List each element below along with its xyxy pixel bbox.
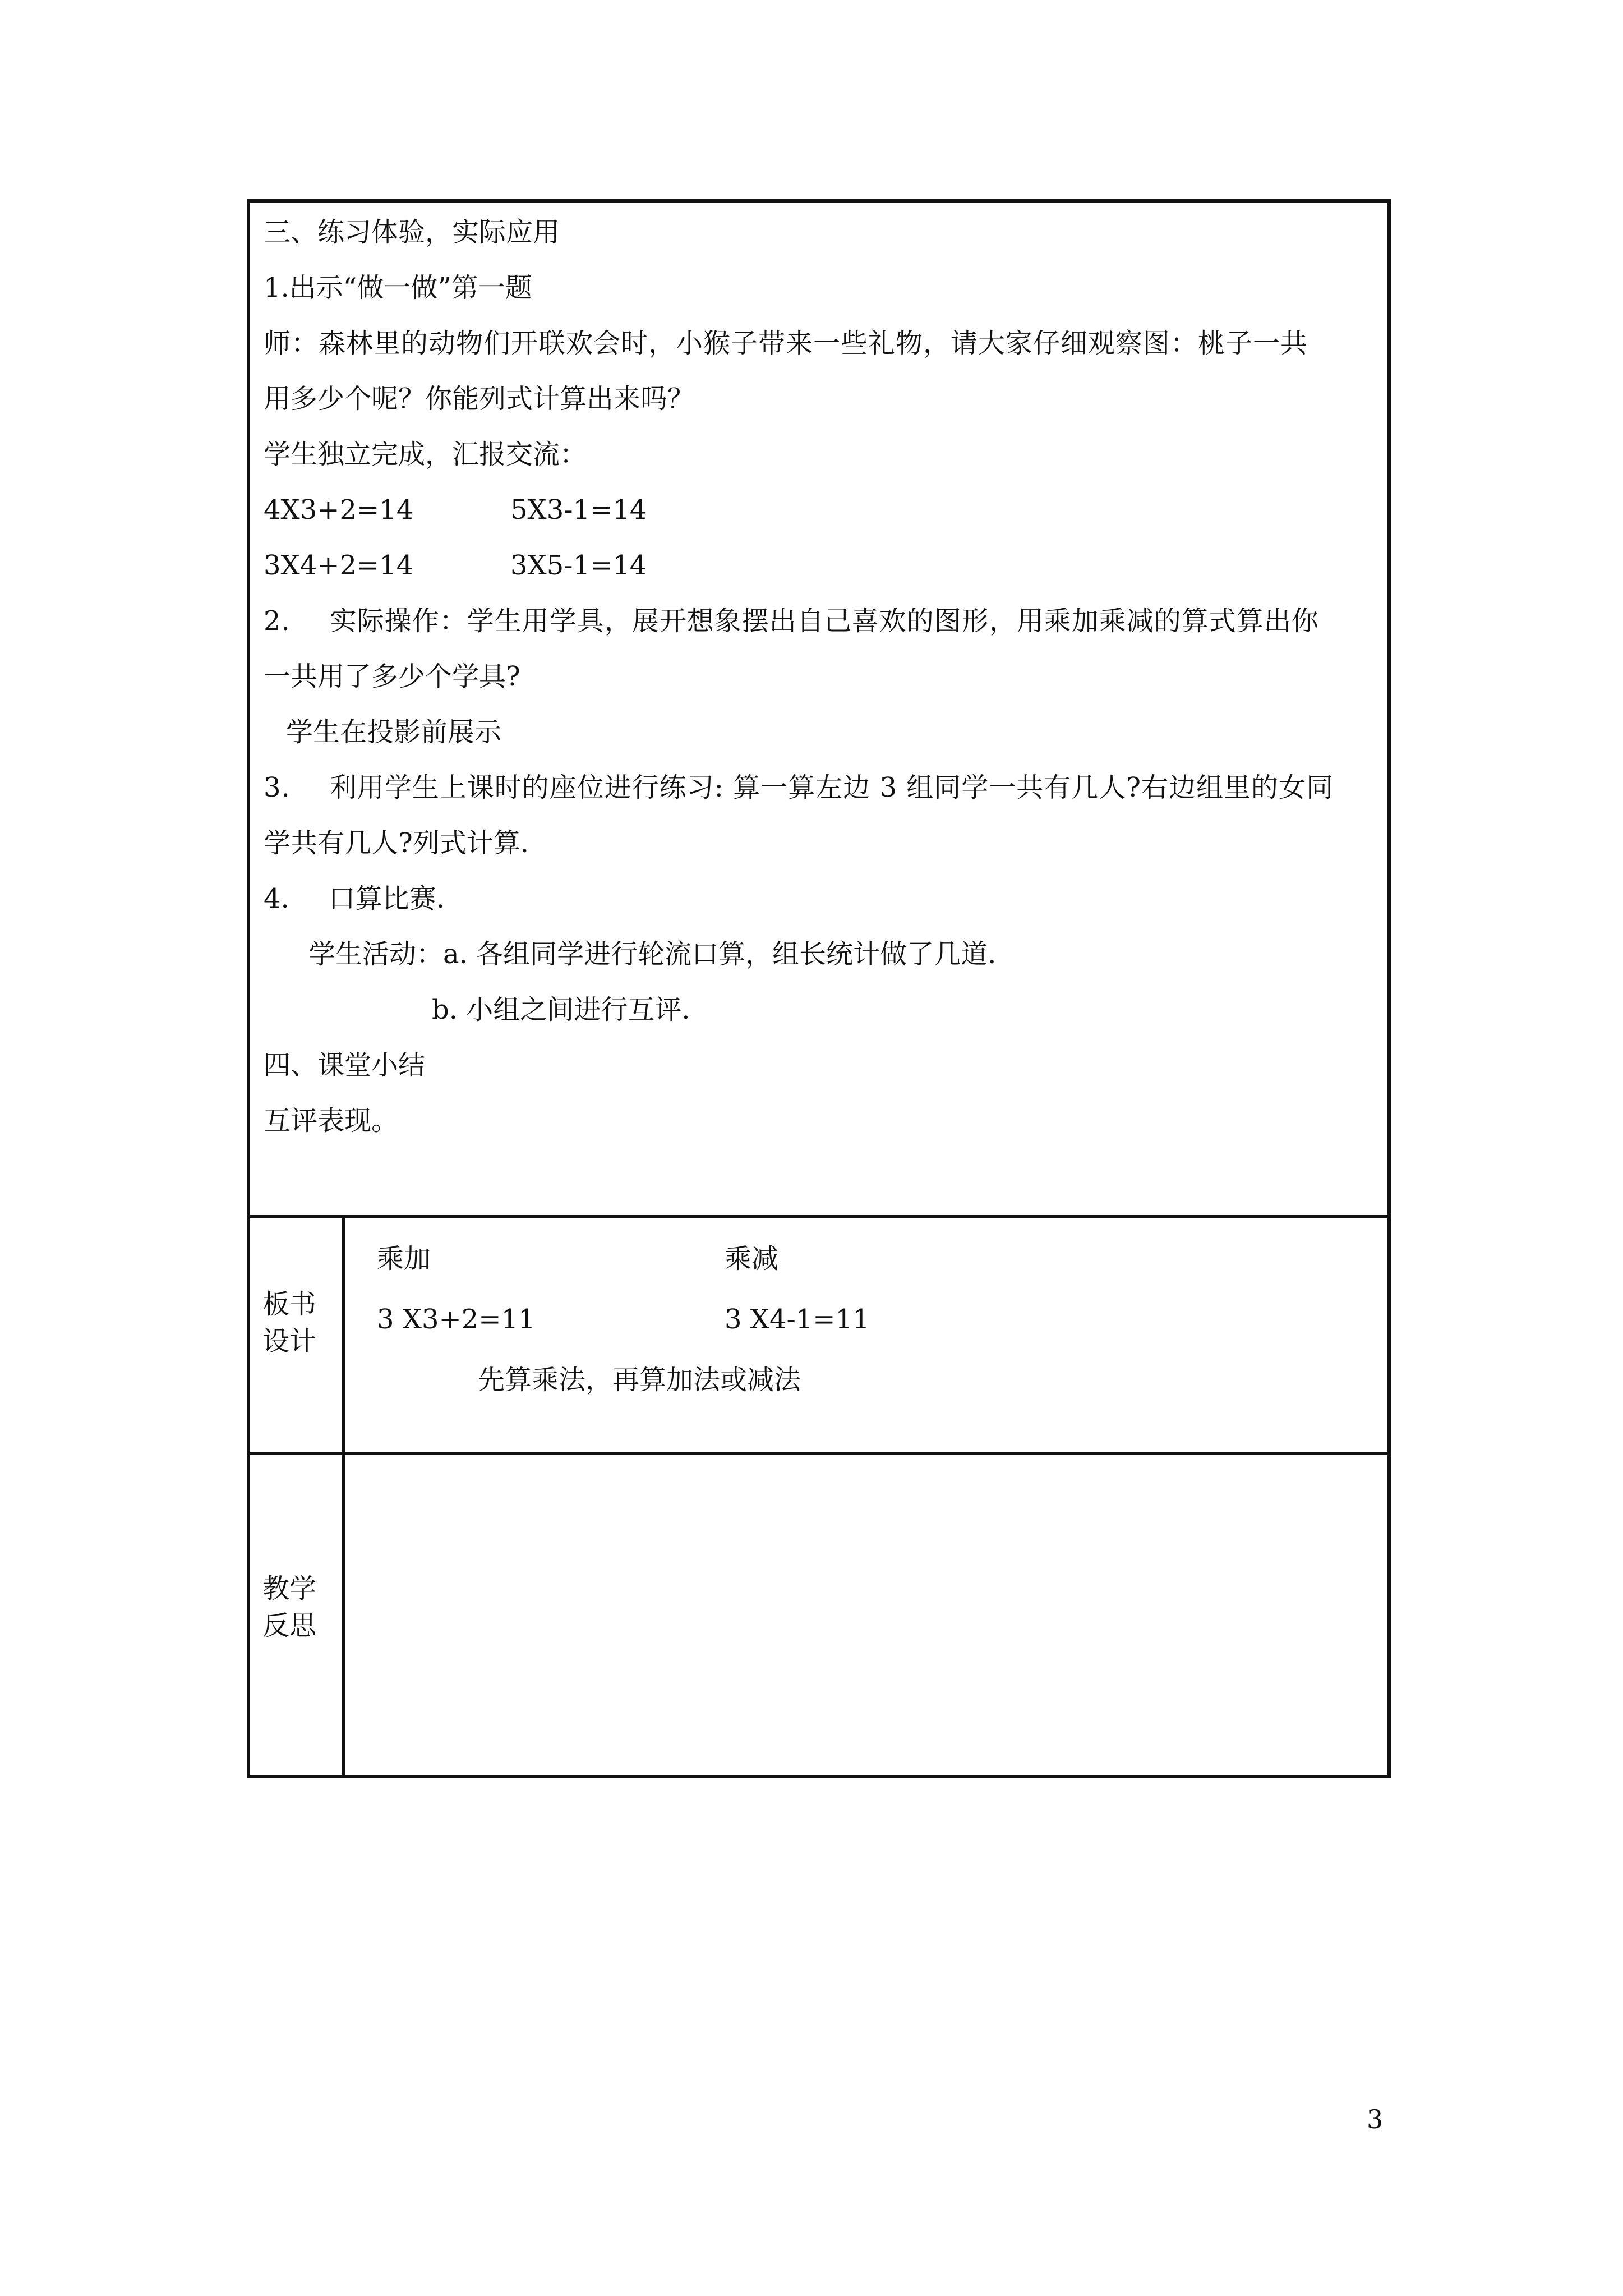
equation-multiply-add: 3 X3+2=11 [377, 1304, 536, 1335]
teacher-prompt-line-2: 用多少个呢？你能列式计算出来吗？ [264, 383, 695, 415]
reflection-row [248, 1453, 1389, 1777]
equation-text: 4X3+2=14 [264, 494, 414, 526]
equation-multiply-subtract: 3 X4-1=11 [725, 1304, 870, 1335]
equation-text: 3X4+2=14 [264, 550, 414, 581]
item-2-text: 实际操作：学生用学具，展开想象摆出自己喜欢的图形，用乘加乘减的算式算出你 [329, 605, 1319, 637]
activity-a-line: 学生活动：a. 各组同学进行轮流口算，组长统计做了几道. [308, 938, 997, 970]
item-4-line-1 [264, 871, 1381, 927]
item-3-line-2: 学共有几人?列式计算. [264, 827, 529, 859]
section-heading-summary: 四、课堂小结 [264, 1050, 426, 1081]
order-of-operations-rule: 先算乘法，再算加法或减法 [478, 1364, 801, 1396]
reflection-label-cell [248, 1453, 344, 1777]
item-3-number: 3. [264, 772, 291, 803]
heading-multiply-add: 乘加 [377, 1243, 431, 1274]
equation-row [264, 482, 1381, 538]
board-label-line-2: 设计 [262, 1326, 317, 1357]
item-4-number: 4. [264, 883, 289, 914]
teacher-prompt-line-1: 师：森林里的动物们开联欢会时，小猴子带来一些礼物，请大家仔细观察图：桃子一共 [264, 328, 1308, 359]
item-4-text: 口算比赛. [328, 883, 445, 914]
item-2-line-3: 学生在投影前展示 [286, 716, 502, 748]
item-2-line-2: 一共用了多少个学具? [264, 661, 520, 692]
item-2-line-1 [264, 593, 1381, 649]
item-3-line-1 [264, 760, 1381, 816]
board-design-row [248, 1217, 1389, 1453]
equation-row [264, 538, 1381, 593]
teaching-process-cell [248, 201, 1389, 1217]
reflection-label-line-2: 反思 [262, 1610, 317, 1641]
student-report-line: 学生独立完成，汇报交流： [264, 439, 587, 470]
item-1-heading: 1.出示“做一做”第一题 [264, 272, 532, 303]
reflection-label-line-1: 教学 [262, 1573, 317, 1604]
page-number: 3 [1367, 2104, 1384, 2134]
equation-text: 5X3-1=14 [510, 494, 647, 526]
reflection-content-cell [344, 1453, 1389, 1777]
lesson-plan-table [247, 199, 1391, 1778]
board-design-label-cell [248, 1217, 344, 1453]
activity-b-line: b. 小组之间进行互评. [432, 994, 690, 1025]
process-row [248, 201, 1389, 1217]
board-design-content-cell [344, 1217, 1389, 1453]
item-3-text: 利用学生上课时的座位进行练习: 算一算左边 3 组同学一共有几人?右边组里的女同 [329, 772, 1334, 803]
board-label-line-1: 板书 [262, 1289, 317, 1320]
board-headings [377, 1228, 1387, 1289]
summary-text: 互评表现。 [264, 1105, 399, 1137]
heading-multiply-subtract: 乘减 [725, 1243, 779, 1274]
section-heading-practice: 三、练习体验，实际应用 [264, 217, 560, 248]
board-equations [377, 1289, 1387, 1350]
equation-text: 3X5-1=14 [510, 550, 647, 581]
item-2-number: 2. [264, 605, 291, 637]
